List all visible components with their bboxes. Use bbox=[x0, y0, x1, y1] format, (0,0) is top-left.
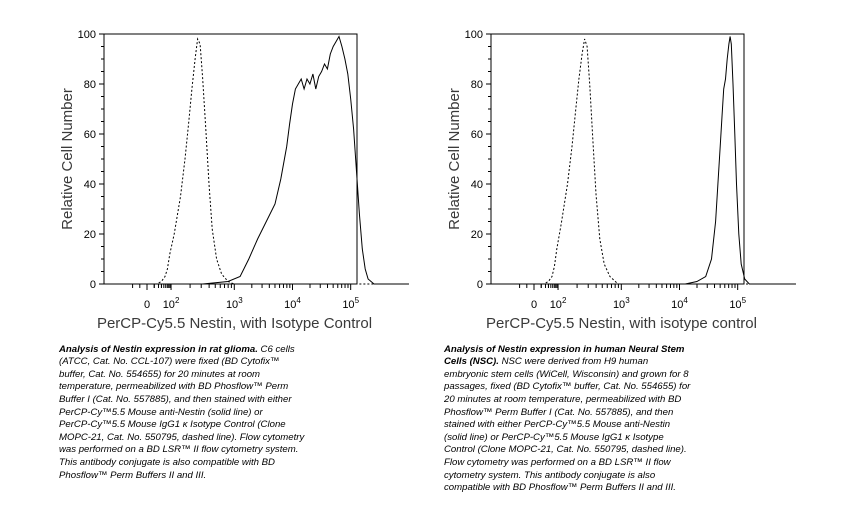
x-tick-label-left: $10^5$ bbox=[342, 296, 360, 311]
y-tick-label-left: 0 bbox=[89, 279, 96, 291]
y-tick-label-right: 0 bbox=[476, 279, 483, 291]
y-tick-label-right: 80 bbox=[470, 79, 483, 91]
y-tick-label-right: 100 bbox=[464, 29, 483, 41]
figure-caption-left bbox=[59, 331, 419, 482]
figure-caption-right bbox=[444, 331, 804, 495]
x-tick-label-right: 0 bbox=[530, 299, 538, 311]
x-axis-title-right: PerCP-Cy5.5 Nestin, with isotype control bbox=[486, 315, 757, 332]
y-tick-label-left: 20 bbox=[83, 229, 96, 241]
isotype-control-line-right bbox=[534, 39, 796, 284]
histogram-chart-right bbox=[420, 0, 840, 330]
x-tick-label-left: $10^2$ bbox=[162, 296, 180, 311]
isotype-control-line-left bbox=[147, 39, 409, 284]
y-tick-label-left: 60 bbox=[83, 129, 96, 141]
x-tick-label-right: $10^5$ bbox=[729, 296, 747, 311]
x-tick-label-right: $10^2$ bbox=[549, 296, 567, 311]
y-tick-label-left: 100 bbox=[77, 29, 96, 41]
nestin-line-right bbox=[534, 37, 796, 285]
y-tick-label-right: 20 bbox=[470, 229, 483, 241]
y-axis-title-right: Relative Cell Number bbox=[446, 88, 463, 230]
caption-title-left: Analysis of Nestin expression in rat glioma. bbox=[59, 343, 258, 355]
chart-panel-right bbox=[420, 0, 840, 517]
histogram-chart-left bbox=[0, 0, 420, 330]
y-tick-label-left: 40 bbox=[83, 179, 96, 191]
caption-body-right: NSC were derived from H9 human embryonic stem cells (WiCell, Wisconsin) and grown for 8 passages, fixed (BD Cytofix™ buffer, Cat. No. 554655) for 20 minutes at room temperature, permeabilized with BD Phosflow™ Perm Buffer I (Cat. No. 557885), and then stained with either PerCP-Cy™5.5 Mouse anti-Nestin (solid line) or PerCP-Cy™5.5 Mouse IgG1 κ Isotype Control (Clone MOPC-21, Cat. No. 550795, dashed line). Flow cytometry was performed on a BD LSR™ II flow cytometry system. This antibody conjugate is also compatible with BD Phosflow™ Perm Buffers II and III. bbox=[444, 356, 691, 494]
y-tick-label-right: 60 bbox=[470, 129, 483, 141]
x-tick-label-right: $10^4$ bbox=[671, 296, 688, 311]
caption-title-right: Analysis of Nestin expression in human Neural Stem Cells (NSC). bbox=[444, 343, 685, 368]
y-tick-label-right: 40 bbox=[470, 179, 483, 191]
y-tick-label-left: 80 bbox=[83, 79, 96, 91]
chart-panel-left bbox=[0, 0, 420, 517]
x-tick-label-left: $10^4$ bbox=[284, 296, 301, 311]
nestin-line-left bbox=[147, 37, 409, 285]
x-tick-label-left: $10^3$ bbox=[225, 296, 243, 311]
plot-frame-right bbox=[491, 34, 744, 284]
x-tick-label-right: $10^3$ bbox=[612, 296, 630, 311]
plot-frame-left bbox=[104, 34, 357, 284]
x-tick-label-left: 0 bbox=[143, 299, 151, 311]
y-axis-title-left: Relative Cell Number bbox=[59, 88, 76, 230]
caption-body-left: C6 cells (ATCC, Cat. No. CCL-107) were fixed (BD Cytofix™ buffer, Cat. No. 554655) for 20 minutes at room temperature, permeabilized with BD Phosflow™ Perm Buffer I (Cat. No. 557885), and then stained with either PerCP-Cy™5.5 Mouse anti-Nestin (solid line) or PerCP-Cy™5.5 Mouse IgG1 κ Isotype Control (Clone MOPC-21, Cat. No. 550795, dashed line). Flow cytometry was performed on a BD LSR™ II flow cytometry system. This antibody conjugate is also compatible with BD Phosflow™ Perm Buffers II and III. bbox=[59, 343, 305, 481]
x-axis-title-left: PerCP-Cy5.5 Nestin, with Isotype Control bbox=[96, 315, 373, 332]
